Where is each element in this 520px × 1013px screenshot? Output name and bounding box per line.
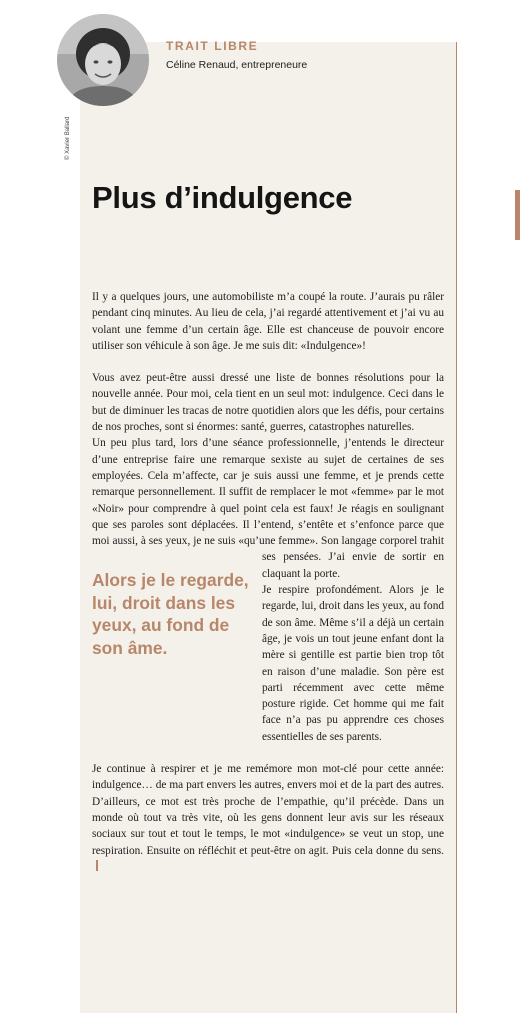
paragraph	[92, 435, 444, 658]
side-tab	[515, 190, 520, 240]
author-byline: Céline Renaud, entrepreneure	[166, 59, 308, 71]
paragraph-text: Je continue à respirer et je me remémore mon mot-clé pour cette année: indulgence… de ma part envers les autres, envers moi et de la part des autres. D’ailleurs, ce mot est très proche de l’empathie, qu’il précède. Dans un monde où tout va très vite, où les gens donnent leur avis sur les réseaux sociaux sur tout et tout le temps, le mot «indulgence» se veut un stop, une respiration. Ensuite on réfléchit et peut-être on agit. Puis cela donne du sens.	[92, 763, 444, 857]
paragraph-text-after: femme». Son langage corporel trahit ses pensées. J’ai envie de sortir en claquant la porte.	[262, 535, 444, 580]
paragraph: Je respire profondément. Alors je le regarde, lui, droit dans les yeux, au fond de son âme. Même s’il a déjà un certain âge, je vois un tout jeune enfant dont la mère si gentille est partie bien trop tôt en raison d’une maladie. Son père est parti récemment avec cette même posture rigide. Cet homme qui me fait face n’a pas pu apprendre ces choses essentielles de ses parents.	[262, 584, 444, 743]
column-kicker: TRAIT LIBRE	[166, 39, 259, 53]
end-of-article-mark	[96, 860, 98, 871]
paragraph-text-before: Un peu plus tard, lors d’une séance professionnelle, j’entends le directeur d’une entreprise faire une remarque sexiste au sujet de certaines de ses employées. Cela m’affecte, car je suis aussi une femme, et je prends cette remarque personnellement. Il suffit de remplacer le mot «femme» par le mot «Noir» pour comprendre à quel point cela est faux! Je réagis en soulignant que ses paroles sont déplacées. Il l’entend, s’entête et s’enfonce parce que moi aussi, à ses yeux, je ne suis «qu’une	[92, 437, 444, 548]
paragraph: Vous avez peut-être aussi dressé une liste de bonnes résolutions pour la nouvelle année. Pour moi, cela tient en un seul mot: indulgence. Ceci dans le but de diminuer les tracas de notre quotidien alors que les défis, pour certains de nos proches, sont si énormes: santé, guerres, catastrophes naturelles.	[92, 372, 444, 434]
paragraph	[92, 761, 444, 875]
article-body	[92, 289, 444, 875]
article-title: Plus d’indulgence	[92, 180, 353, 215]
photo-credit: © Xavier Ballard	[65, 116, 71, 160]
author-photo	[57, 14, 149, 106]
paragraph: Il y a quelques jours, une automobiliste m’a coupé la route. J’aurais pu râler pendant cinq minutes. Au lieu de cela, j’ai regardé attentivement et j’ai vu au volant une femme d’un certain âge. Elle est chanceuse de pouvoir encore utiliser son véhicule à son âge. Je me suis dit: «Indulgence»!	[92, 291, 444, 352]
panel-border	[456, 42, 457, 1013]
paragraph-text	[92, 437, 444, 658]
pull-quote: Alors je le regarde, lui, droit dans les yeux, au fond de son âme.	[92, 570, 249, 658]
